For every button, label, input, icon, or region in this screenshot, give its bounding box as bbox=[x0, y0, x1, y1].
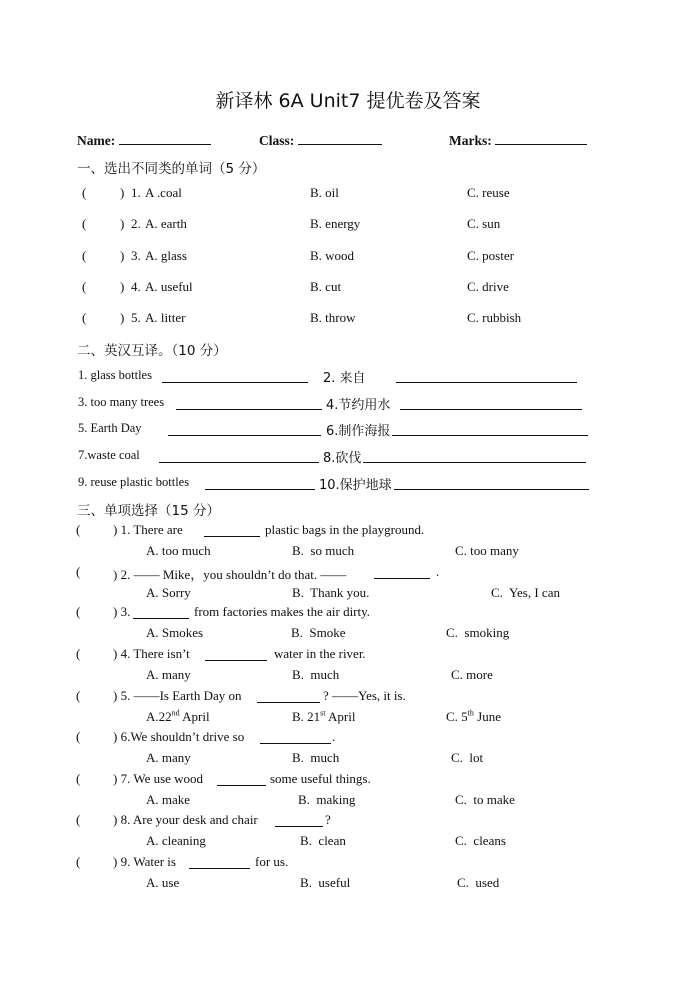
answer-blank[interactable] bbox=[133, 618, 189, 619]
answer-paren[interactable]: ( bbox=[76, 854, 81, 869]
translate-item-en: 1. glass bottles bbox=[78, 368, 152, 382]
option-b: B. Smoke bbox=[291, 625, 346, 640]
option-a: A .coal bbox=[145, 185, 182, 200]
option-b: B. Thank you. bbox=[292, 585, 370, 600]
option-a bbox=[146, 709, 210, 725]
option-a: A. many bbox=[146, 667, 191, 682]
answer-paren-close: ) bbox=[120, 216, 125, 231]
translate-item-zh: 8.砍伐 bbox=[323, 451, 362, 466]
answer-blank[interactable] bbox=[168, 435, 321, 436]
marks-blank[interactable] bbox=[495, 132, 587, 145]
option-b: B. much bbox=[292, 750, 340, 765]
answer-paren-close: ) bbox=[120, 185, 125, 200]
option-b: B. cut bbox=[310, 279, 342, 294]
name-field[interactable] bbox=[77, 132, 211, 149]
question-stem: ) 9. Water is bbox=[113, 854, 176, 869]
class-field[interactable] bbox=[259, 132, 382, 149]
option-c: C. drive bbox=[467, 279, 509, 294]
name-blank[interactable] bbox=[119, 132, 211, 145]
option-b: B. so much bbox=[292, 543, 355, 558]
option-b: B. much bbox=[292, 667, 340, 682]
answer-paren[interactable]: ( bbox=[76, 564, 81, 579]
answer-blank[interactable] bbox=[159, 462, 319, 463]
option-b-month: April bbox=[325, 709, 356, 724]
question-number: 2. bbox=[131, 216, 141, 231]
translate-item-en: 3. too many trees bbox=[78, 395, 165, 409]
question-stem-end: plastic bags in the playground. bbox=[265, 522, 425, 537]
translate-item-zh: 6.制作海报 bbox=[326, 424, 391, 439]
option-b: B. oil bbox=[310, 185, 339, 200]
option-c: C. smoking bbox=[446, 625, 510, 640]
marks-label: Marks: bbox=[449, 133, 492, 148]
option-a: A. glass bbox=[145, 248, 187, 263]
option-c-month: June bbox=[473, 709, 501, 724]
question-stem: ) 6.We shouldn’t drive so bbox=[113, 729, 245, 744]
question-stem-end: water in the river. bbox=[274, 646, 366, 661]
page-title: 新译林 6A Unit7 提优卷及答案 bbox=[215, 90, 481, 112]
option-c: C. reuse bbox=[467, 185, 510, 200]
option-c: C. lot bbox=[451, 750, 484, 765]
question-stem-end: some useful things. bbox=[270, 771, 371, 786]
translate-item-en: 7.waste coal bbox=[78, 448, 140, 462]
option-a: A. useful bbox=[145, 279, 193, 294]
answer-paren[interactable]: ( bbox=[76, 604, 81, 619]
option-c: C. used bbox=[457, 875, 500, 890]
translate-item-en: 5. Earth Day bbox=[78, 421, 142, 435]
question-stem: ) 3. bbox=[113, 604, 131, 619]
ordinal-suffix: nd bbox=[171, 708, 180, 718]
answer-blank[interactable] bbox=[176, 409, 322, 410]
option-a: A. use bbox=[146, 875, 180, 890]
answer-blank[interactable] bbox=[257, 702, 320, 703]
answer-blank[interactable] bbox=[394, 489, 589, 490]
question-stem-end: from factories makes the air dirty. bbox=[194, 604, 371, 619]
question-number: 3. bbox=[131, 248, 141, 263]
answer-paren-close: ) bbox=[120, 310, 125, 325]
section-3-heading: 三、单项选择（15 分） bbox=[77, 503, 220, 519]
answer-paren[interactable]: ( bbox=[82, 216, 87, 231]
option-a: A. make bbox=[146, 792, 191, 807]
question-stem: ) 8. Are your desk and chair bbox=[113, 812, 258, 827]
answer-paren[interactable]: ( bbox=[82, 310, 87, 325]
answer-paren[interactable]: ( bbox=[82, 279, 87, 294]
answer-blank[interactable] bbox=[392, 435, 588, 436]
question-stem-end: . bbox=[436, 564, 440, 579]
answer-blank[interactable] bbox=[162, 382, 308, 383]
answer-paren[interactable]: ( bbox=[82, 185, 87, 200]
question-number: 4. bbox=[131, 279, 141, 294]
option-c bbox=[446, 709, 501, 725]
answer-paren[interactable]: ( bbox=[76, 688, 81, 703]
translate-item-en: 9. reuse plastic bottles bbox=[78, 475, 190, 489]
translate-item-zh: 10.保护地球 bbox=[319, 478, 392, 493]
option-a-month: April bbox=[179, 709, 210, 724]
question-number: 1. bbox=[131, 185, 141, 200]
option-c: C. cleans bbox=[455, 833, 506, 848]
option-a: A. litter bbox=[145, 310, 186, 325]
question-stem-end: ? bbox=[325, 812, 331, 827]
translate-item-zh: 4.节约用水 bbox=[326, 398, 391, 413]
question-stem-end: . bbox=[332, 729, 336, 744]
answer-paren-close: ) bbox=[120, 279, 125, 294]
option-b bbox=[292, 709, 356, 725]
answer-paren[interactable]: ( bbox=[82, 248, 87, 263]
section-1-heading: 一、选出不同类的单词（5 分） bbox=[77, 161, 266, 177]
answer-blank[interactable] bbox=[205, 660, 267, 661]
option-b: B. throw bbox=[310, 310, 356, 325]
answer-paren[interactable]: ( bbox=[76, 729, 81, 744]
option-a: A. Smokes bbox=[146, 625, 204, 640]
answer-blank[interactable] bbox=[275, 826, 323, 827]
answer-blank[interactable] bbox=[204, 536, 260, 537]
option-c: C. sun bbox=[467, 216, 501, 231]
option-b-text: B. 21 bbox=[292, 709, 321, 724]
question-stem-end: ? ——Yes, it is. bbox=[323, 688, 406, 703]
option-b: B. making bbox=[298, 792, 356, 807]
question-number: 5. bbox=[131, 310, 141, 325]
option-a: A. earth bbox=[145, 216, 187, 231]
option-c: C. too many bbox=[455, 543, 519, 558]
answer-blank[interactable] bbox=[396, 382, 577, 383]
answer-paren[interactable]: ( bbox=[76, 522, 81, 537]
option-c: C. more bbox=[451, 667, 493, 682]
translate-item-zh: 2. 来自 bbox=[323, 371, 366, 386]
question-stem: ) 7. We use wood bbox=[113, 771, 204, 786]
option-c: C. rubbish bbox=[467, 310, 522, 325]
question-stem-end: for us. bbox=[255, 854, 289, 869]
answer-paren-close: ) bbox=[120, 248, 125, 263]
option-c: C. poster bbox=[467, 248, 514, 263]
option-c-text: C. 5 bbox=[446, 709, 468, 724]
option-b: B. clean bbox=[300, 833, 346, 848]
class-blank[interactable] bbox=[298, 132, 382, 145]
option-a: A. many bbox=[146, 750, 191, 765]
option-c: C. Yes, I can bbox=[491, 585, 560, 600]
answer-blank[interactable] bbox=[260, 743, 331, 744]
question-stem: ) 5. ——Is Earth Day on bbox=[113, 688, 242, 703]
option-a-text: A.22 bbox=[146, 709, 172, 724]
answer-blank[interactable] bbox=[363, 462, 586, 463]
option-a: A. cleaning bbox=[146, 833, 206, 848]
option-a: A. too much bbox=[146, 543, 211, 558]
marks-field[interactable] bbox=[449, 132, 587, 149]
ordinal-suffix: th bbox=[467, 708, 474, 718]
class-label: Class: bbox=[259, 133, 295, 148]
answer-paren[interactable]: ( bbox=[76, 771, 81, 786]
section-2-heading: 二、英汉互译。（10 分） bbox=[77, 343, 227, 359]
option-b: B. energy bbox=[310, 216, 361, 231]
question-stem: ) 4. There isn’t bbox=[113, 646, 190, 661]
answer-paren[interactable]: ( bbox=[76, 646, 81, 661]
answer-blank[interactable] bbox=[217, 785, 266, 786]
answer-blank[interactable] bbox=[189, 868, 250, 869]
name-label: Name: bbox=[77, 133, 116, 148]
answer-paren[interactable]: ( bbox=[76, 812, 81, 827]
option-a: A. Sorry bbox=[146, 585, 191, 600]
answer-blank[interactable] bbox=[205, 489, 315, 490]
option-c: C. to make bbox=[455, 792, 515, 807]
answer-blank[interactable] bbox=[400, 409, 582, 410]
answer-blank[interactable] bbox=[374, 578, 430, 579]
question-stem: ) 1. There are bbox=[113, 522, 183, 537]
option-b: B. useful bbox=[300, 875, 351, 890]
ordinal-suffix: st bbox=[320, 708, 326, 718]
option-b: B. wood bbox=[310, 248, 355, 263]
question-stem: ) 2. —— Mike，you shouldn’t do that. —— bbox=[113, 567, 347, 582]
